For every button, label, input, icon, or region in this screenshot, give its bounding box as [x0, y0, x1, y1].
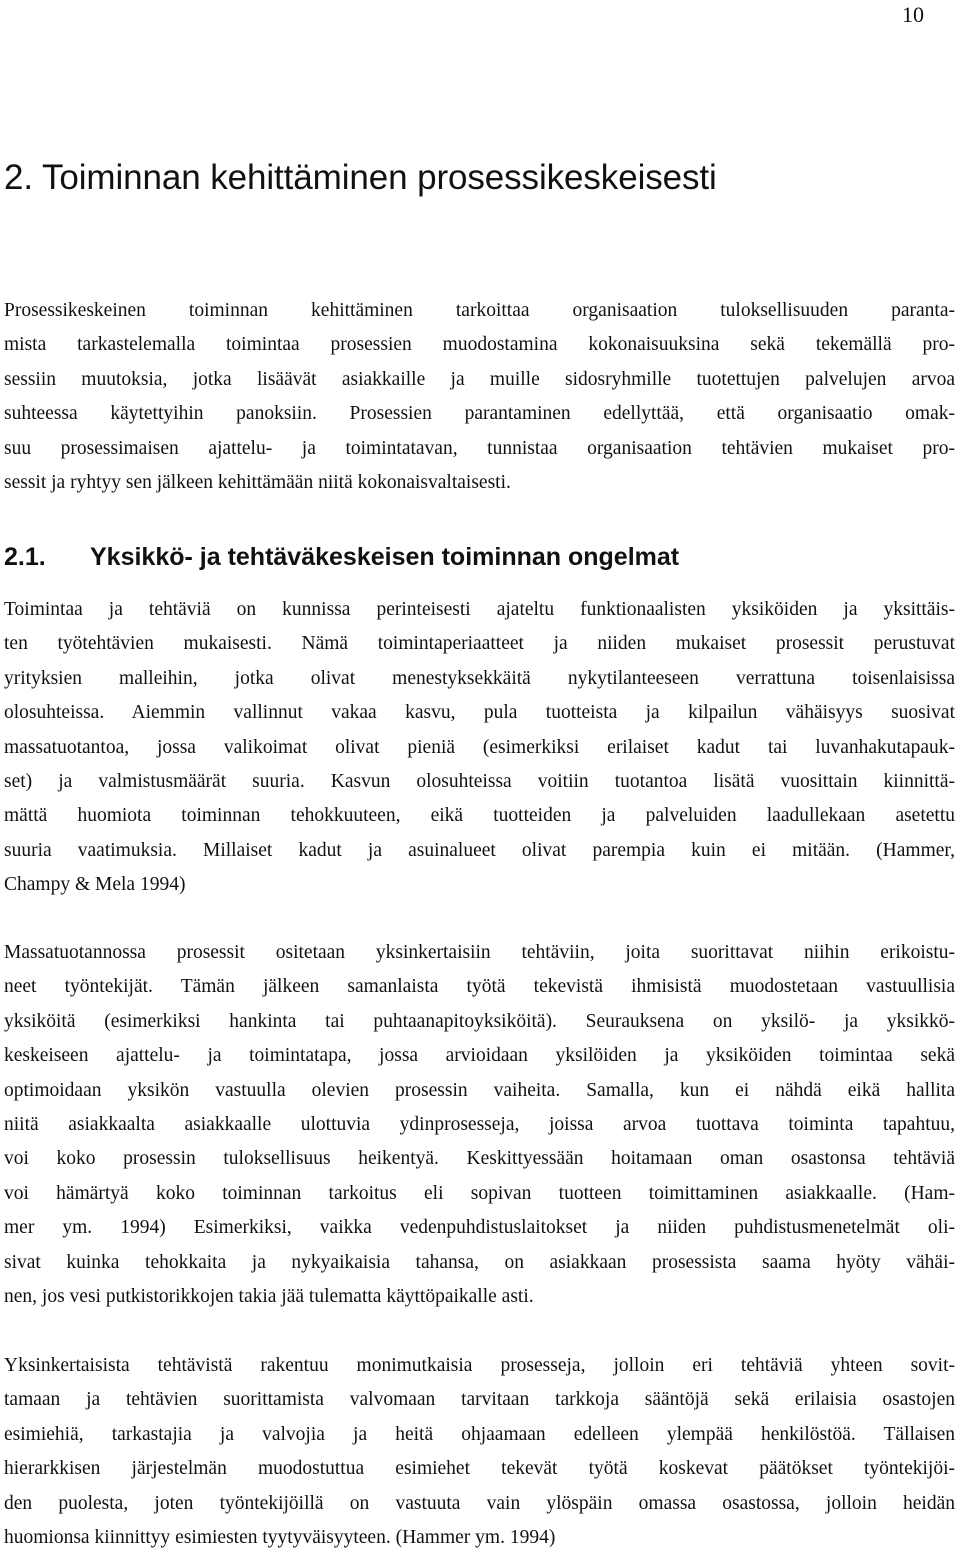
text-line: Toimintaa ja tehtäviä on kunnissa perinteisesti ajateltu funktionaalisten yksiköiden ja yksittäis- [4, 599, 955, 620]
text-line: sessit ja ryhtyy sen jälkeen kehittämään niitä kokonaisvaltaisesti. [4, 472, 511, 494]
text-line: optimoidaan yksikön vastuulla olevien prosessin vaiheita. Samalla, kun ei nähdä eikä hallita [4, 1079, 955, 1101]
text-line: huomionsa kiinnittyy esimiesten tyytyväisyyteen. (Hammer ym. 1994) [4, 1527, 556, 1549]
text-line: yksiköitä (esimerkiksi hankinta tai puhtaanapitoyksiköitä). Seurauksena on yksilö- ja yksikkö- [4, 1010, 955, 1032]
text-line: yrityksien malleihin, jotka olivat menestyksekkäitä nykytilanteeseen verrattuna toisenlaisissa [4, 667, 955, 689]
text-line: sessiin muutoksia, jotka lisäävät asiakkaille ja muille sidosryhmille tuotettujen palvelujen arvoa [4, 368, 955, 390]
paragraph-mass-production [4, 936, 955, 1314]
text-line: suhteessa käytettyihin panoksiin. Prosessien parantaminen edellyttää, että organisaatio omak- [4, 403, 955, 425]
chapter-title: 2. Toiminnan kehittäminen prosessikeskeisesti [4, 158, 717, 197]
text-line: mättä huomiota toiminnan tehokkuuteen, eikä tuotteiden ja palveluiden laadullekaan asetettu [4, 805, 955, 827]
text-line: sivat kuinka tehokkaita ja nykyaikaisia tahansa, on asiakkaan prosessista saama hyöty vähäi- [4, 1251, 955, 1273]
text-line: Prosessikeskeinen toiminnan kehittäminen tarkoittaa organisaation tuloksellisuuden paranta- [4, 300, 955, 321]
text-line: Yksinkertaisista tehtävistä rakentuu monimutkaisia prosesseja, jolloin eri tehtäviä yhteen sovit- [4, 1355, 955, 1376]
text-line: Massatuotannossa prosessit ositetaan yksinkertaisiin tehtäviin, joita suorittavat niihin erikoistu- [4, 942, 955, 963]
text-line: olosuhteissa. Aiemmin vallinnut vakaa kasvu, pula tuotteista ja kilpailun vähäisyys suosivat [4, 702, 955, 724]
section-heading [4, 543, 679, 572]
paragraph-intro [4, 294, 955, 500]
text-line: den puolesta, joten työntekijöillä on vastuuta vain ylöspäin omassa osastossa, jolloin heidän [4, 1492, 955, 1514]
text-line: ten työtehtävien mukaisesti. Nämä toimintaperiaatteet ja niiden mukaiset prosessit perustuvat [4, 633, 955, 655]
text-line: esimiehiä, tarkastajia ja valvojia ja heitä ohjaamaan edelleen ylempää henkilöstöä. Tällaisen [4, 1423, 955, 1445]
text-line: mista tarkastelemalla toimintaa prosessien muodostamina kokonaisuuksina sekä tekemällä pro- [4, 334, 955, 356]
text-line: tamaan ja tehtävien suorittamista valvomaan tarvitaan tarkkoja sääntöjä sekä erilaisia osastojen [4, 1389, 955, 1411]
text-line: massatuotantoa, jossa valikoimat olivat pieniä (esimerkiksi erilaiset kadut tai luvanhakutapauk- [4, 736, 955, 758]
text-line: voi hämärtyä koko toiminnan tarkoitus eli sopivan tuotteen toimittaminen asiakkaalle. (Ham- [4, 1182, 955, 1204]
section-title: Yksikkö- ja tehtäväkeskeisen toiminnan ongelmat [90, 543, 680, 571]
text-line: voi koko prosessin tuloksellisuus heikentyä. Keskittyessään hoitamaan oman osastonsa tehtäviä [4, 1148, 955, 1170]
text-line: mer ym. 1994) Esimerkiksi, vaikka vedenpuhdistuslaitokset ja niiden puhdistusmenetelmät oli- [4, 1217, 955, 1239]
text-line: nen, jos vesi putkistorikkojen takia jää tulematta käyttöpaikalle asti. [4, 1286, 534, 1308]
text-line: Champy & Mela 1994) [4, 874, 186, 896]
section-number: 2.1. [4, 543, 46, 571]
text-line: suuria vaatimuksia. Millaiset kadut ja asuinalueet olivat parempia kuin ei mitään. (Hammer, [4, 839, 955, 861]
page-number: 10 [902, 2, 924, 27]
text-line: niitä asiakkaalta asiakkaalle ulottuvia ydinprosesseja, joissa arvoa tuottava toiminta tapahtuu, [4, 1114, 955, 1136]
text-line: set) ja valmistusmäärät suuria. Kasvun olosuhteissa voitiin tuotantoa lisätä vuosittain kiinnittä- [4, 771, 955, 793]
paragraph-hierarchy [4, 1349, 955, 1555]
text-line: keskeiseen ajattelu- ja toimintatapa, jossa arvioidaan yksilöiden ja yksiköiden toimintaa sekä [4, 1045, 955, 1067]
text-line: suu prosessimaisen ajattelu- ja toimintatavan, tunnistaa organisaation tehtävien mukaiset pro- [4, 437, 955, 459]
text-line: neet työntekijät. Tämän jälkeen samanlaista työtä tekevistä ihmisistä muodostetaan vastuullisia [4, 976, 955, 998]
text-line: hierarkkisen järjestelmän muodostuttua esimiehet tekevät työtä koskevat päätökset työntekijöi- [4, 1458, 955, 1480]
paragraph-traditional-functions [4, 593, 955, 903]
